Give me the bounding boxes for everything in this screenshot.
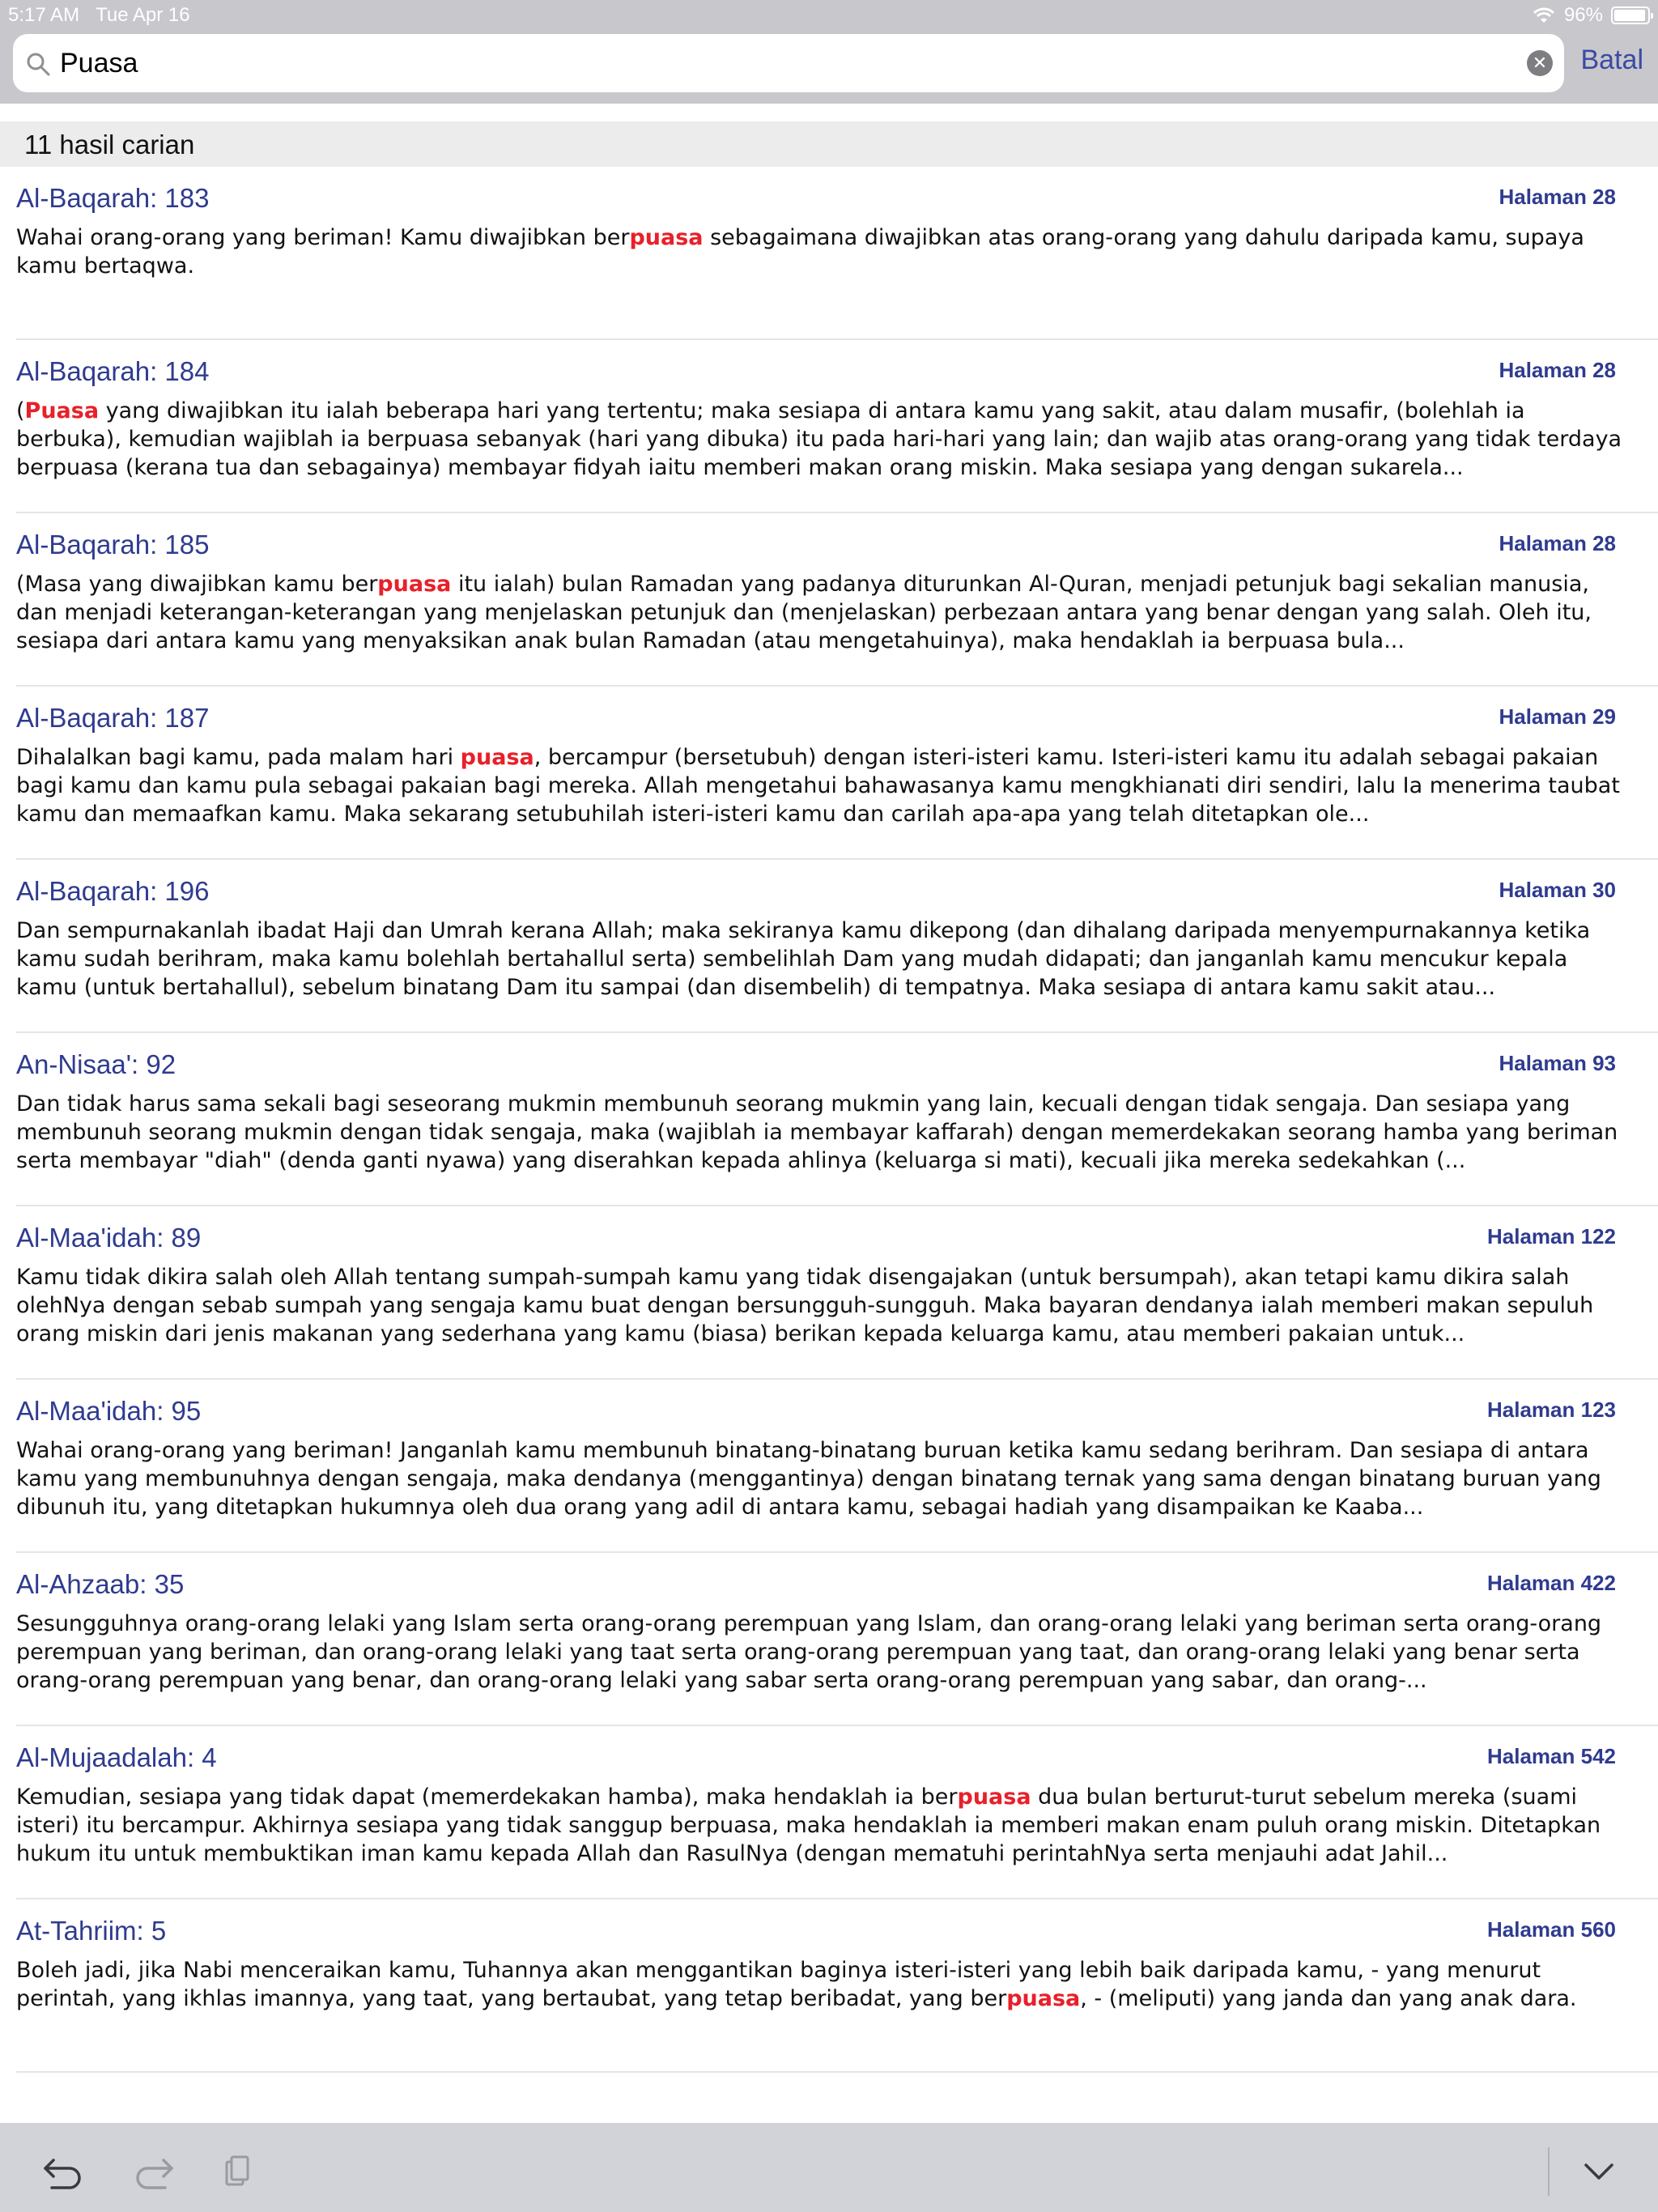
result-page: Halaman 542 xyxy=(1487,1744,1616,1768)
result-title: Al-Baqarah: 185 xyxy=(16,530,210,559)
status-time: 5:17 AM Tue Apr 16 xyxy=(8,4,190,26)
result-title: Al-Baqarah: 184 xyxy=(16,356,210,386)
undo-icon[interactable] xyxy=(40,2152,89,2193)
search-highlight: puasa xyxy=(629,225,704,250)
text-segment: , bercampur (bersetubuh) dengan isteri-isteri kamu. Isteri-isteri kamu itu adalah sebagai pakaian bagi kamu dan kamu pula sebagai pakaian bagi mereka. Allah mengetahui bahawasanya kamu mengkhianati diri sendiri, lalu Ia menerima taubat kamu dan memaafkan kamu. Maka sekarang setubuhilah isteri-isteri kamu dan carilah apa-apa yang telah ditetapkan ole... xyxy=(16,745,1620,827)
clear-search-icon[interactable]: ✕ xyxy=(1527,50,1553,76)
results-list xyxy=(0,167,1658,2073)
result-title: Al-Ahzaab: 35 xyxy=(16,1569,185,1599)
cancel-button[interactable]: Batal xyxy=(1580,45,1643,75)
search-highlight: puasa xyxy=(957,1784,1031,1810)
text-segment: Dan sempurnakanlah ibadat Haji dan Umrah kerana Allah; maka sekiranya kamu dikepong (dan dihalang daripada menyempurnakannya ketika kamu sudah berihram, maka kamu bolehlah bertahallul serta) sembelihlah Dam yang mudah didapati; dan janganlah kamu mencukur kepala kamu (untuk bertahallul), sebelum binatang Dam itu sampai (dan disembelih) di tempatnya. Maka sesiapa di antara kamu sakit atau... xyxy=(16,918,1591,1000)
result-page: Halaman 29 xyxy=(1499,704,1616,729)
battery-percent: 96% xyxy=(1563,4,1603,26)
status-bar xyxy=(0,0,1658,32)
result-item[interactable] xyxy=(16,1033,1658,1206)
text-segment: Sesungguhnya orang-orang lelaki yang Islam serta orang-orang perempuan yang Islam, dan orang-orang lelaki yang beriman serta orang-orang perempuan yang beriman, dan orang-orang lelaki yang taat serta orang-orang perempuan yang taat, dan orang-orang lelaki yang benar serta orang-orang perempuan yang benar, dan orang-orang lelaki yang sabar serta orang-orang perempuan yang sabar, dan orang-... xyxy=(16,1611,1602,1693)
result-title: Al-Baqarah: 183 xyxy=(16,183,210,213)
text-segment: sebagaimana diwajibkan atas orang-orang yang dahulu daripada kamu, supaya kamu bertaqwa. xyxy=(16,225,1584,279)
result-item[interactable] xyxy=(16,1380,1658,1553)
result-item[interactable] xyxy=(16,167,1658,340)
search-highlight: Puasa xyxy=(24,398,100,423)
redo-icon[interactable] xyxy=(128,2152,176,2193)
result-page: Halaman 28 xyxy=(1499,185,1616,209)
result-page: Halaman 123 xyxy=(1487,1397,1616,1422)
text-segment: , - (meliputi) yang janda dan yang anak dara. xyxy=(1080,1986,1577,2011)
result-page: Halaman 30 xyxy=(1499,878,1616,902)
results-count: 11 hasil carian xyxy=(0,121,1658,167)
text-segment: ( xyxy=(16,398,25,423)
search-highlight: puasa xyxy=(460,745,534,770)
result-page: Halaman 422 xyxy=(1487,1571,1616,1595)
text-segment: Boleh jadi, jika Nabi menceraikan kamu, Tuhannya akan menggantikan baginya isteri-isteri yang lebih baik daripada kamu, - yang menurut perintah, yang ikhlas imannya, yang taat, yang bertaubat, yang tetap beribadat, yang ber xyxy=(16,1958,1541,2011)
result-text xyxy=(16,570,1627,655)
text-segment: Wahai orang-orang yang beriman! Janganlah kamu membunuh binatang-binatang buruan ketika kamu sedang berihram. Dan sesiapa di antara kamu yang membunuhnya dengan sengaja, maka dendanya (menggantinya) dengan binatang ternak yang sama dengan binatang buruan yang dibunuh itu, yang ditetapkan hukumnya oleh dua orang yang adil di antara kamu, sebagai hadiah yang disampaikan ke Kaaba... xyxy=(16,1438,1601,1520)
search-highlight: puasa xyxy=(1006,1986,1081,2011)
toolbar-divider xyxy=(1548,2147,1550,2196)
result-item[interactable] xyxy=(16,860,1658,1033)
result-text xyxy=(16,1436,1627,1521)
result-item[interactable] xyxy=(16,1206,1658,1380)
result-title: Al-Maa'idah: 89 xyxy=(16,1223,202,1253)
result-title: An-Nisaa': 92 xyxy=(16,1049,176,1079)
chevron-down-icon[interactable] xyxy=(1575,2152,1623,2193)
text-segment: yang diwajibkan itu ialah beberapa hari yang tertentu; maka sesiapa di antara kamu yang sakit, atau dalam musafir, (bolehlah ia berbuka), kemudian wajiblah ia berpuasa sebanyak (hari yang dibuka) itu pada hari-hari yang lain; dan wajib atas orang-orang yang tidak terdaya berpuasa (kerana tua dan sebagainya) membayar fidyah iaitu memberi makan orang miskin. Maka sesiapa yang dengan sukarela... xyxy=(16,398,1622,480)
result-title: Al-Baqarah: 187 xyxy=(16,703,210,733)
result-text xyxy=(16,223,1627,280)
result-item[interactable] xyxy=(16,1899,1658,2073)
result-page: Halaman 28 xyxy=(1499,531,1616,555)
result-text xyxy=(16,1090,1627,1175)
result-text xyxy=(16,1610,1627,1695)
result-text xyxy=(16,1263,1627,1348)
text-segment: dua bulan berturut-turut sebelum mereka (suami isteri) itu bercampur. Akhirnya sesiapa yang tidak sanggup berpuasa, maka hendaklah ia memberi makan enam puluh orang miskin. Ditetapkan hukum itu untuk membuktikan iman kamu kepada Allah dan RasulNya (dengan mematuhi perintahNya serta menjauhi adat Jahil... xyxy=(16,1784,1601,1866)
search-icon xyxy=(24,50,52,78)
result-item[interactable] xyxy=(16,340,1658,513)
result-title: Al-Maa'idah: 95 xyxy=(16,1396,202,1426)
result-item[interactable] xyxy=(16,513,1658,687)
search-bar xyxy=(0,32,1658,104)
result-page: Halaman 560 xyxy=(1487,1917,1616,1942)
result-text xyxy=(16,397,1627,482)
result-text xyxy=(16,1956,1627,2013)
keyboard-toolbar xyxy=(0,2123,1658,2212)
text-segment: Wahai orang-orang yang beriman! Kamu diwajibkan ber xyxy=(16,225,630,250)
result-page: Halaman 28 xyxy=(1499,358,1616,382)
result-item[interactable] xyxy=(16,1553,1658,1726)
result-text xyxy=(16,1783,1627,1868)
text-segment: Kamu tidak dikira salah oleh Allah tentang sumpah-sumpah kamu yang tidak disengajakan (untuk bersumpah), akan tetapi kamu dikira salah olehNya dengan sebab sumpah yang sengaja kamu buat dengan bersungguh-sungguh. Maka bayaran dendanya ialah memberi makan sepuluh orang miskin dari jenis makanan yang sederhana yang kamu (biasa) berikan kepada keluarga kamu, atau memberi pakaian untuk... xyxy=(16,1265,1594,1346)
battery-icon xyxy=(1611,6,1650,24)
wifi-icon xyxy=(1532,6,1556,24)
status-right xyxy=(1532,4,1650,27)
text-segment: (Masa yang diwajibkan kamu ber xyxy=(16,572,378,597)
result-item[interactable] xyxy=(16,1726,1658,1899)
battery-fill xyxy=(1614,10,1645,21)
text-segment: Kemudian, sesiapa yang tidak dapat (memerdekakan hamba), maka hendaklah ia ber xyxy=(16,1784,958,1810)
result-title: At-Tahriim: 5 xyxy=(16,1916,167,1946)
search-box[interactable] xyxy=(13,34,1564,92)
search-highlight: puasa xyxy=(377,572,452,597)
paste-icon[interactable] xyxy=(212,2152,261,2193)
text-segment: Dan tidak harus sama sekali bagi seseorang mukmin membunuh seorang mukmin yang lain, kecuali dengan tidak sengaja. Dan sesiapa yang membunuh seorang mukmin dengan tidak sengaja, maka (wajiblah ia membayar kaffarah) dengan memerdekakan seorang hamba yang beriman serta membayar "diah" (denda ganti nyawa) yang diserahkan kepada ahlinya (keluarga si mati), kecuali jika mereka sedekahkan (... xyxy=(16,1091,1618,1173)
result-title: Al-Mujaadalah: 4 xyxy=(16,1742,217,1772)
result-item[interactable] xyxy=(16,687,1658,860)
result-text xyxy=(16,743,1627,828)
result-title: Al-Baqarah: 196 xyxy=(16,876,210,906)
result-page: Halaman 93 xyxy=(1499,1051,1616,1075)
search-input[interactable] xyxy=(60,44,1485,83)
result-page: Halaman 122 xyxy=(1487,1224,1616,1249)
result-text xyxy=(16,917,1627,1002)
text-segment: itu ialah) bulan Ramadan yang padanya diturunkan Al-Quran, menjadi petunjuk bagi sekalian manusia, dan menjadi keterangan-keterangan yang menjelaskan petunjuk dan (menjelaskan) perbezaan antara yang benar dengan yang salah. Oleh itu, sesiapa dari antara kamu yang menyaksikan anak bulan Ramadan (atau mengetahuinya), maka hendaklah ia berpuasa bula... xyxy=(16,572,1592,653)
text-segment: Dihalalkan bagi kamu, pada malam hari xyxy=(16,745,461,770)
